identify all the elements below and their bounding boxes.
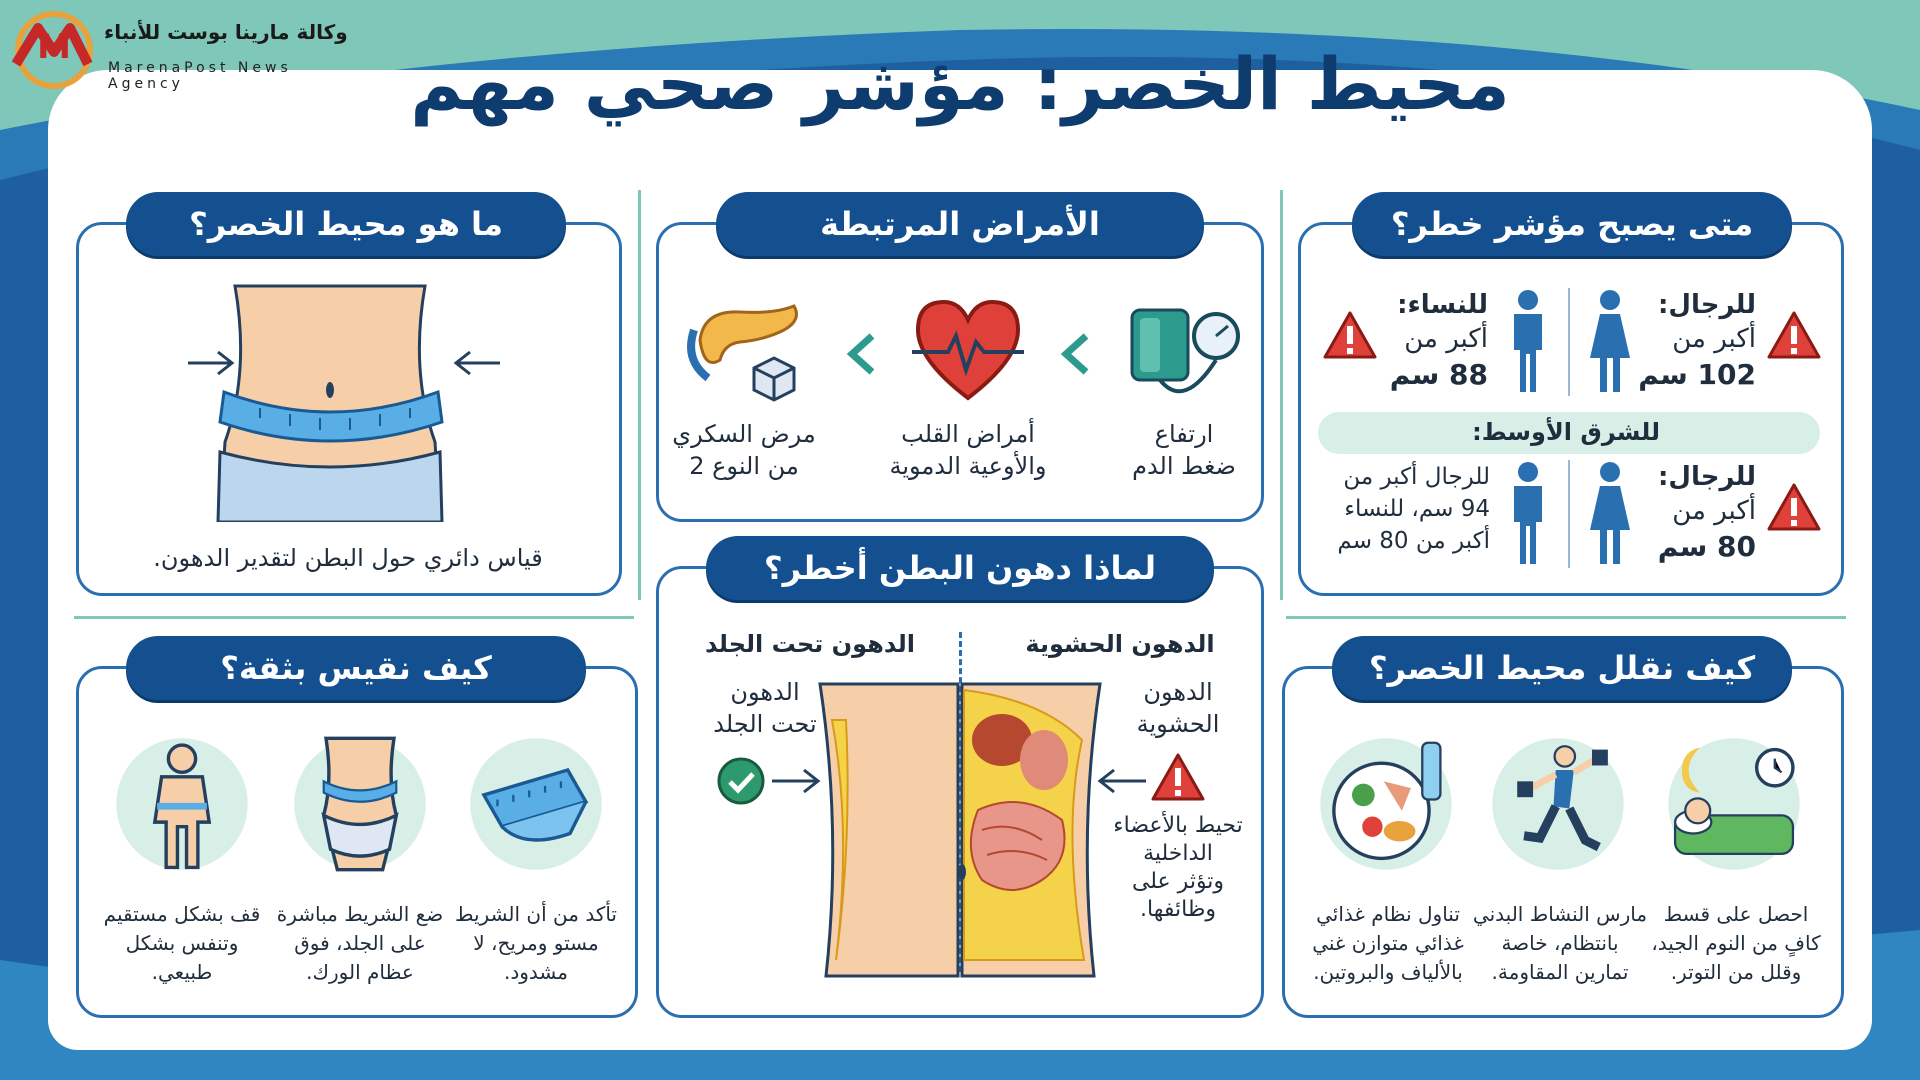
check-circle-icon (716, 756, 766, 806)
risk-separator (1568, 460, 1570, 568)
exercise-icon (1490, 736, 1626, 876)
chevron-left-icon (846, 332, 876, 380)
risk-men-label: للرجال: (1657, 290, 1756, 320)
disease-label: ارتفاع ضغط الدم (1132, 420, 1236, 480)
risk-middle-east: للشرق الأوسط: (1472, 418, 1660, 446)
warning-triangle-icon (1322, 310, 1378, 360)
brand-name-en: MarenaPost News Agency (108, 60, 292, 92)
man-figure-icon (1504, 460, 1552, 568)
card-risk-heading: متى يصبح مؤشر خطر؟ (1352, 192, 1792, 256)
divider-horizontal-right (1286, 616, 1846, 619)
pancreas-icon (680, 290, 808, 414)
why-right-desc: تحيط بالأعضاء الداخلية وتؤثر على وظائفها. (1113, 813, 1243, 922)
risk-separator (1568, 288, 1570, 396)
divider-vertical-left (638, 190, 641, 600)
why-sub-right: الدهون الحشوية (1025, 630, 1215, 658)
card-reduce-heading: كيف نقلل محيط الخصر؟ (1332, 636, 1792, 700)
why-right-label: الدهون الحشوية (1136, 678, 1220, 738)
risk-me-men-label: للرجال: (1657, 462, 1756, 492)
blood-pressure-monitor-icon (1120, 290, 1248, 414)
chevron-left-icon (1060, 332, 1090, 380)
risk-men-text: أكبر من (1672, 324, 1756, 354)
brand-logo-letter: M (37, 27, 71, 67)
risk-me-men-value: 80 سم (1657, 530, 1756, 563)
card-diseases-heading: الأمراض المرتبطة (716, 192, 1204, 256)
card-what-caption: قياس دائري حول البطن لتقدير الدهون. (153, 544, 543, 572)
card-why-heading: لماذا دهون البطن أخطر؟ (706, 536, 1214, 600)
man-figure-icon (1504, 288, 1552, 396)
risk-me-note-1: للرجال أكبر من (1343, 464, 1490, 490)
woman-figure-icon (1586, 460, 1634, 568)
reduce-tip-text: مارس النشاط البدني بانتظام، خاصة تمارين المقاومة. (1472, 902, 1648, 984)
arrow-right-icon (186, 348, 236, 378)
risk-me-note-3: أكبر من 80 سم (1337, 528, 1490, 554)
arrow-to-right-fat-icon (1096, 766, 1148, 796)
measure-step-text: قف بشكل مستقيم وتنفس بشكل طبيعي. (103, 902, 261, 984)
risk-women-value: 88 سم (1389, 358, 1488, 391)
standing-person-icon (114, 736, 250, 876)
risk-me-note-2: 94 سم، للنساء (1344, 496, 1490, 522)
brand-name-ar: وكالة مارينا بوست للأنباء (104, 20, 348, 44)
measure-step-text: تأكد من أن الشريط مستو ومريح، لا مشدود. (454, 902, 617, 984)
tape-measure-icon (468, 736, 604, 876)
risk-women-label: للنساء: (1397, 290, 1488, 320)
card-measure-heading: كيف نقيس بثقة؟ (126, 636, 586, 700)
warning-triangle-icon (1150, 752, 1206, 802)
waist-measure-illustration-icon (180, 282, 480, 522)
woman-figure-icon (1586, 288, 1634, 396)
waist-tape-icon (292, 736, 428, 876)
disease-label: مرض السكري من النوع 2 (672, 420, 816, 480)
healthy-food-icon (1318, 736, 1454, 876)
why-sub-left: الدهون تحت الجلد (705, 630, 915, 658)
risk-men-value: 102 سم (1638, 358, 1756, 391)
heart-icon (904, 290, 1032, 414)
risk-me-men-text: أكبر من (1672, 496, 1756, 526)
divider-vertical-right (1280, 190, 1283, 600)
arrow-left-icon (452, 348, 502, 378)
page-title: محيط الخصر: مؤشر صحي مهم (410, 42, 1510, 126)
card-what-heading: ما هو محيط الخصر؟ (126, 192, 566, 256)
divider-horizontal-left (74, 616, 634, 619)
reduce-tip-text: تناول نظام غذائي غذائي متوازن غني بالألياف والبروتين. (1312, 902, 1464, 984)
warning-triangle-icon (1766, 310, 1822, 360)
body-fat-comparison-icon (812, 680, 1108, 980)
why-left-label: الدهون تحت الجلد (713, 678, 817, 738)
arrow-to-left-fat-icon (770, 766, 822, 796)
measure-step-text: ضع الشريط مباشرة على الجلد، فوق عظام الورك. (276, 902, 444, 984)
reduce-tip-text: احصل على قسط كافٍ من النوم الجيد، وقلل من التوتر. (1651, 902, 1821, 984)
disease-label: أمراض القلب والأوعية الدموية (889, 420, 1047, 480)
sleep-icon (1666, 736, 1802, 876)
risk-women-text: أكبر من (1404, 324, 1488, 354)
warning-triangle-icon (1766, 482, 1822, 532)
